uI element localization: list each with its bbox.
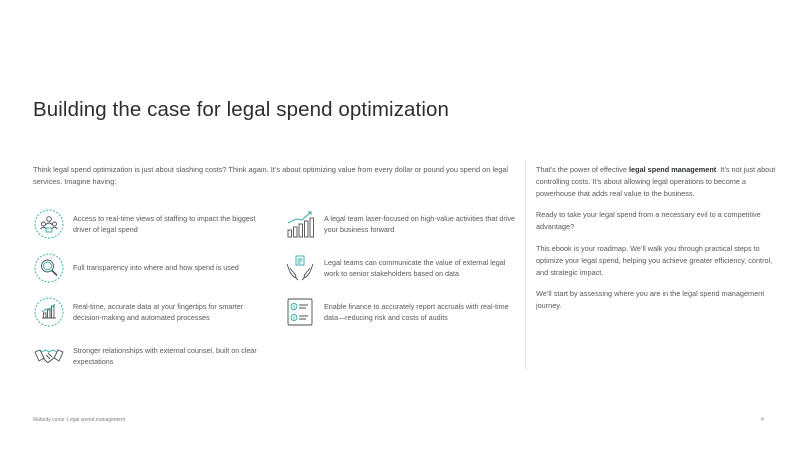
feature-item: [284, 296, 520, 328]
finance-report-icon: [284, 296, 316, 328]
feature-text: Full transparency into where and how spend is used: [73, 263, 239, 273]
feature-text: Real-time, accurate data at your fingertips for smarter decision-making and automated processes: [73, 301, 244, 322]
feature-item: [33, 296, 258, 328]
feature-item: [284, 208, 520, 240]
feature-item: [33, 340, 258, 372]
column-divider: [525, 160, 526, 370]
right-paragraph-3: This ebook is your roadmap. We’ll walk you through practical steps to optimize your legal spend, helping you achieve greater efficiency, control, and strategic impact.: [536, 243, 773, 277]
footer-document-title: Maturity curve: Legal spend management: [33, 417, 125, 423]
p1-text-before: That’s the power of effective: [536, 165, 630, 174]
handshake-icon: [33, 340, 65, 372]
team-network-icon: [33, 208, 65, 240]
feature-text: Access to real-time views of staffing to impact the biggest driver of legal spend: [73, 213, 256, 234]
p1-text-after: . It’s not just about controlling costs. It’s about allowing legal operations to become a powerhouse that adds real value to the business.: [536, 165, 776, 198]
feature-item: [33, 252, 258, 284]
page-title: Building the case for legal spend optimization: [33, 98, 449, 121]
feature-text: Enable finance to accurately report accruals with real-time data—reducing risk and costs of audits: [324, 301, 509, 322]
magnifier-icon: [33, 252, 65, 284]
right-paragraph-1: [536, 164, 776, 199]
feature-text: Legal teams can communicate the value of external legal work to senior stakeholders based on data: [324, 257, 506, 278]
right-column: [536, 164, 776, 322]
feature-item: [33, 208, 258, 240]
emphasis-legal-spend-management: legal spend management: [629, 165, 717, 174]
feature-text: A legal team laser-focused on high-value activities that drive your business forward: [324, 213, 515, 234]
right-paragraph-2: Ready to take your legal spend from a necessary evil to a competitive advantage?: [536, 210, 761, 232]
page-number: 4: [761, 417, 764, 423]
bar-chart-growth-icon: [284, 208, 316, 240]
feature-item: [284, 252, 520, 284]
realtime-chart-icon: [33, 296, 65, 328]
feature-text: Stronger relationships with external counsel, built on clear expectations: [73, 345, 257, 366]
hands-document-icon: [284, 252, 316, 284]
right-paragraph-4: We’ll start by assessing where you are in the legal spend management journey.: [536, 289, 765, 311]
intro-paragraph: Think legal spend optimization is just about slashing costs? Think again. It’s about optimizing value from every dollar or pound you spend on legal services. Imagine having:: [33, 165, 509, 186]
